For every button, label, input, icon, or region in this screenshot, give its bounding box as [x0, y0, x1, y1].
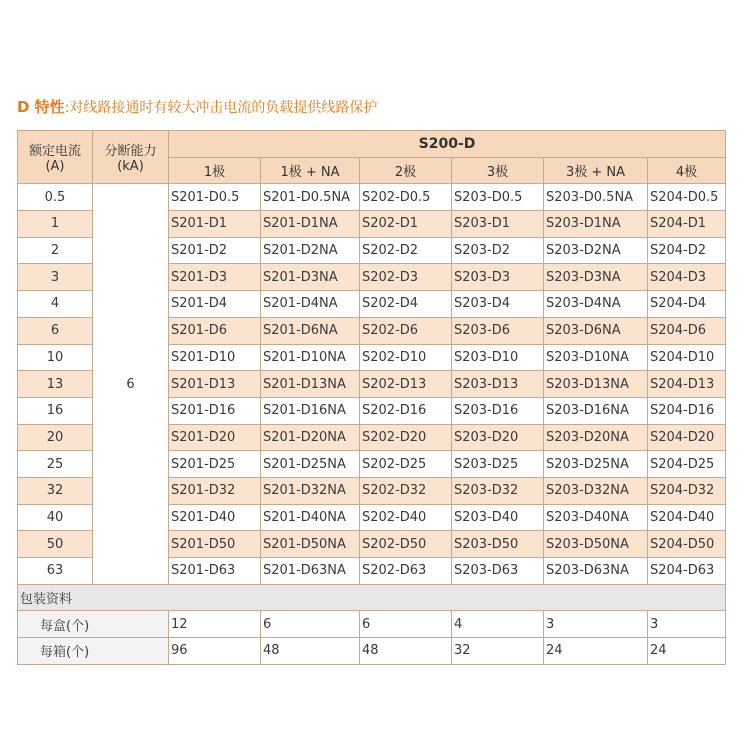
model-cell: S201-D1NA	[261, 211, 360, 238]
model-cell: S203-D4NA	[544, 291, 648, 318]
model-cell: S201-D63NA	[261, 558, 360, 585]
model-cell: S202-D16	[360, 397, 452, 424]
model-cell: S202-D6	[360, 317, 452, 344]
model-cell: S202-D3	[360, 264, 452, 291]
heading-title: D 特性	[17, 98, 65, 116]
col-header-rated-current	[18, 131, 93, 184]
section-heading	[17, 96, 377, 117]
packaging-value: 96	[169, 638, 261, 665]
model-cell: S201-D3	[169, 264, 261, 291]
pole-header: 4极	[648, 157, 726, 184]
packaging-value: 24	[648, 638, 726, 665]
model-cell: S203-D1	[452, 211, 544, 238]
packaging-label: 每盒(个)	[18, 611, 169, 638]
packaging-value: 3	[544, 611, 648, 638]
table-body	[18, 184, 726, 664]
packaging-row	[18, 611, 726, 638]
rated-current-cell: 6	[18, 317, 93, 344]
model-cell: S201-D0.5	[169, 184, 261, 211]
model-cell: S203-D20NA	[544, 424, 648, 451]
rated-current-unit: (A)	[45, 159, 65, 175]
model-cell: S203-D6NA	[544, 317, 648, 344]
model-cell: S203-D50	[452, 531, 544, 558]
rated-current-cell: 1	[18, 211, 93, 238]
rated-current-cell: 50	[18, 531, 93, 558]
breaking-capacity-unit: (kA)	[117, 159, 144, 175]
model-cell: S203-D20	[452, 424, 544, 451]
model-cell: S204-D63	[648, 558, 726, 585]
pole-header: 3极	[452, 157, 544, 184]
packaging-value: 32	[452, 638, 544, 665]
model-cell: S203-D0.5NA	[544, 184, 648, 211]
breaking-capacity-label: 分断能力	[104, 144, 157, 160]
series-title: S200-D	[169, 131, 726, 158]
model-cell: S203-D32NA	[544, 477, 648, 504]
model-cell: S201-D10	[169, 344, 261, 371]
model-cell: S203-D0.5	[452, 184, 544, 211]
rated-current-cell: 16	[18, 397, 93, 424]
model-cell: S203-D2	[452, 237, 544, 264]
model-cell: S201-D25	[169, 451, 261, 478]
model-cell: S202-D40	[360, 504, 452, 531]
model-cell: S202-D32	[360, 477, 452, 504]
rated-current-cell: 63	[18, 558, 93, 585]
model-cell: S203-D13NA	[544, 371, 648, 398]
model-cell: S201-D0.5NA	[261, 184, 360, 211]
model-cell: S201-D20	[169, 424, 261, 451]
heading-description: :对线路接通时有较大冲击电流的负载提供线路保护	[64, 100, 378, 116]
model-cell: S201-D1	[169, 211, 261, 238]
rated-current-cell: 40	[18, 504, 93, 531]
col-header-breaking-capacity	[93, 131, 169, 184]
model-cell: S203-D25NA	[544, 451, 648, 478]
model-cell: S201-D6NA	[261, 317, 360, 344]
model-cell: S203-D25	[452, 451, 544, 478]
model-cell: S201-D10NA	[261, 344, 360, 371]
model-cell: S204-D16	[648, 397, 726, 424]
rated-current-cell: 32	[18, 477, 93, 504]
packaging-value: 6	[360, 611, 452, 638]
model-cell: S202-D4	[360, 291, 452, 318]
pole-header: 1极	[169, 157, 261, 184]
model-cell: S201-D2NA	[261, 237, 360, 264]
model-cell: S204-D25	[648, 451, 726, 478]
model-cell: S204-D2	[648, 237, 726, 264]
packaging-value: 48	[360, 638, 452, 665]
model-cell: S201-D13NA	[261, 371, 360, 398]
model-cell: S202-D13	[360, 371, 452, 398]
packaging-value: 3	[648, 611, 726, 638]
model-cell: S202-D50	[360, 531, 452, 558]
model-cell: S201-D4NA	[261, 291, 360, 318]
model-cell: S201-D25NA	[261, 451, 360, 478]
model-cell: S202-D2	[360, 237, 452, 264]
model-cell: S204-D1	[648, 211, 726, 238]
model-cell: S203-D10	[452, 344, 544, 371]
model-cell: S204-D50	[648, 531, 726, 558]
packaging-value: 48	[261, 638, 360, 665]
packaging-row	[18, 638, 726, 665]
model-cell: S202-D20	[360, 424, 452, 451]
model-cell: S204-D13	[648, 371, 726, 398]
model-cell: S204-D0.5	[648, 184, 726, 211]
model-cell: S201-D3NA	[261, 264, 360, 291]
model-cell: S201-D40	[169, 504, 261, 531]
model-cell: S203-D63NA	[544, 558, 648, 585]
model-cell: S203-D3	[452, 264, 544, 291]
rated-current-cell: 25	[18, 451, 93, 478]
model-cell: S203-D63	[452, 558, 544, 585]
table-header-row-1	[18, 131, 726, 158]
model-cell: S201-D16	[169, 397, 261, 424]
model-cell: S204-D40	[648, 504, 726, 531]
model-cell: S203-D4	[452, 291, 544, 318]
model-cell: S203-D40	[452, 504, 544, 531]
model-cell: S203-D1NA	[544, 211, 648, 238]
packaging-value: 4	[452, 611, 544, 638]
packaging-label: 每箱(个)	[18, 638, 169, 665]
model-cell: S203-D16	[452, 397, 544, 424]
model-cell: S204-D10	[648, 344, 726, 371]
model-cell: S204-D20	[648, 424, 726, 451]
model-cell: S201-D4	[169, 291, 261, 318]
model-cell: S203-D50NA	[544, 531, 648, 558]
model-cell: S203-D6	[452, 317, 544, 344]
model-cell: S201-D50NA	[261, 531, 360, 558]
model-cell: S203-D32	[452, 477, 544, 504]
model-cell: S203-D3NA	[544, 264, 648, 291]
rated-current-cell: 4	[18, 291, 93, 318]
model-cell: S201-D32NA	[261, 477, 360, 504]
packaging-value: 24	[544, 638, 648, 665]
rated-current-cell: 0.5	[18, 184, 93, 211]
model-cell: S203-D2NA	[544, 237, 648, 264]
breaking-capacity-cell: 6	[93, 184, 169, 584]
model-cell: S203-D40NA	[544, 504, 648, 531]
model-cell: S204-D3	[648, 264, 726, 291]
rated-current-cell: 20	[18, 424, 93, 451]
model-cell: S201-D13	[169, 371, 261, 398]
rated-current-cell: 2	[18, 237, 93, 264]
model-cell: S201-D63	[169, 558, 261, 585]
table-row	[18, 184, 726, 211]
packaging-section-title: 包装资料	[18, 584, 726, 611]
model-cell: S203-D16NA	[544, 397, 648, 424]
model-cell: S204-D4	[648, 291, 726, 318]
model-cell: S202-D0.5	[360, 184, 452, 211]
model-cell: S201-D50	[169, 531, 261, 558]
model-cell: S201-D32	[169, 477, 261, 504]
rated-current-cell: 3	[18, 264, 93, 291]
model-cell: S202-D63	[360, 558, 452, 585]
pole-header: 3极 + NA	[544, 157, 648, 184]
packaging-value: 12	[169, 611, 261, 638]
packaging-section-row	[18, 584, 726, 611]
packaging-value: 6	[261, 611, 360, 638]
model-cell: S201-D6	[169, 317, 261, 344]
model-cell: S202-D1	[360, 211, 452, 238]
rated-current-cell: 10	[18, 344, 93, 371]
pole-header: 2极	[360, 157, 452, 184]
rated-current-label: 额定电流	[28, 144, 81, 160]
model-cell: S201-D2	[169, 237, 261, 264]
model-cell: S201-D20NA	[261, 424, 360, 451]
rated-current-cell: 13	[18, 371, 93, 398]
model-cell: S201-D16NA	[261, 397, 360, 424]
product-spec-table	[17, 130, 726, 665]
pole-header: 1极 + NA	[261, 157, 360, 184]
model-cell: S201-D40NA	[261, 504, 360, 531]
model-cell: S203-D10NA	[544, 344, 648, 371]
model-cell: S204-D32	[648, 477, 726, 504]
model-cell: S204-D6	[648, 317, 726, 344]
model-cell: S202-D25	[360, 451, 452, 478]
model-cell: S203-D13	[452, 371, 544, 398]
model-cell: S202-D10	[360, 344, 452, 371]
